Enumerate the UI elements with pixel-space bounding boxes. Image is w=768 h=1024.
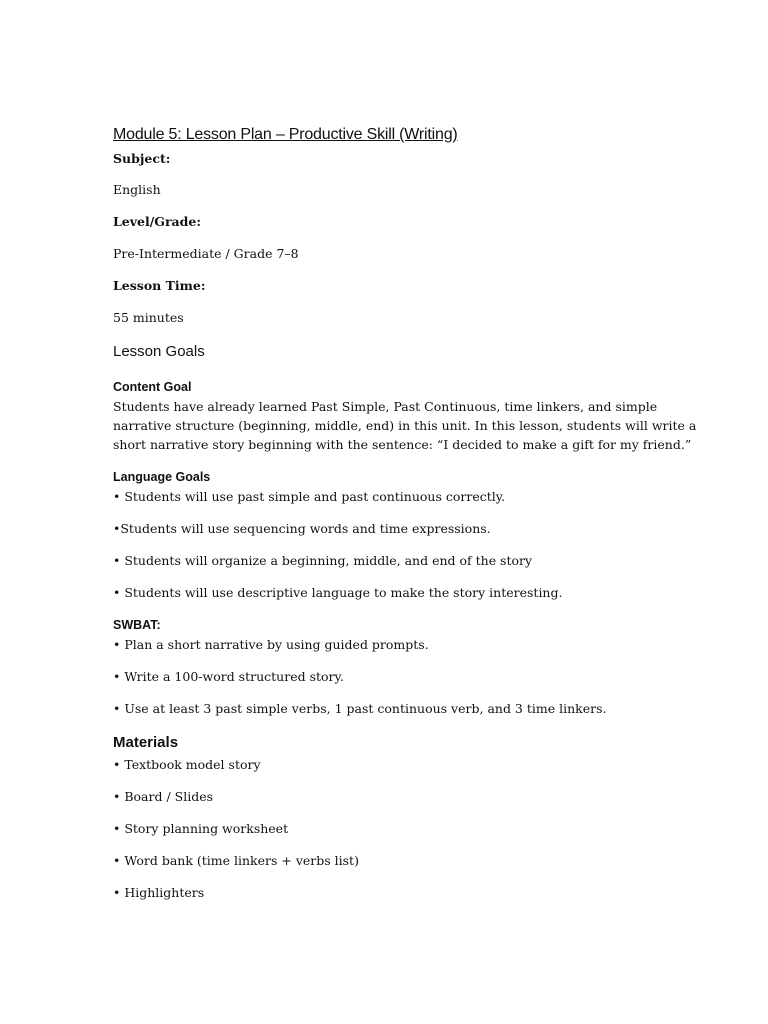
language-goals-heading: Language Goals	[113, 470, 211, 484]
language-goal-item: • Students will organize a beginning, middle, and end of the story	[113, 553, 533, 568]
swbat-item: • Plan a short narrative by using guided prompts.	[113, 637, 429, 652]
language-goal-item: • Students will use descriptive language to make the story interesting.	[113, 585, 563, 600]
lesson-time-label: Lesson Time:	[113, 278, 206, 293]
content-goal-line: Students have already learned Past Simple, Past Continuous, time linkers, and simple	[113, 399, 658, 414]
document-title: Module 5: Lesson Plan – Productive Skill (Writing)	[113, 126, 458, 143]
lesson-goals-heading: Lesson Goals	[113, 343, 205, 360]
content-goal-heading: Content Goal	[113, 380, 192, 394]
swbat-item: • Write a 100-word structured story.	[113, 669, 344, 684]
materials-heading: Materials	[113, 734, 179, 751]
content-goal-line: short narrative story beginning with the sentence: “I decided to make a gift for my friend.”	[113, 437, 692, 452]
subject-value: English	[113, 182, 161, 197]
materials-item: • Story planning worksheet	[113, 821, 289, 836]
language-goal-item: •Students will use sequencing words and time expressions.	[113, 521, 491, 536]
lesson-time-value: 55 minutes	[113, 310, 184, 325]
level-label: Level/Grade:	[113, 214, 201, 229]
language-goal-item: • Students will use past simple and past continuous correctly.	[113, 489, 506, 504]
subject-label: Subject:	[113, 151, 171, 166]
swbat-heading: SWBAT:	[113, 618, 161, 632]
materials-item: • Highlighters	[113, 885, 205, 900]
swbat-item: • Use at least 3 past simple verbs, 1 past continuous verb, and 3 time linkers.	[113, 701, 607, 716]
materials-item: • Word bank (time linkers + verbs list)	[113, 853, 359, 868]
level-value: Pre-Intermediate / Grade 7–8	[113, 246, 299, 261]
materials-item: • Board / Slides	[113, 789, 214, 804]
materials-item: • Textbook model story	[113, 757, 261, 772]
content-goal-line: narrative structure (beginning, middle, end) in this unit. In this lesson, students will write a	[113, 418, 697, 433]
